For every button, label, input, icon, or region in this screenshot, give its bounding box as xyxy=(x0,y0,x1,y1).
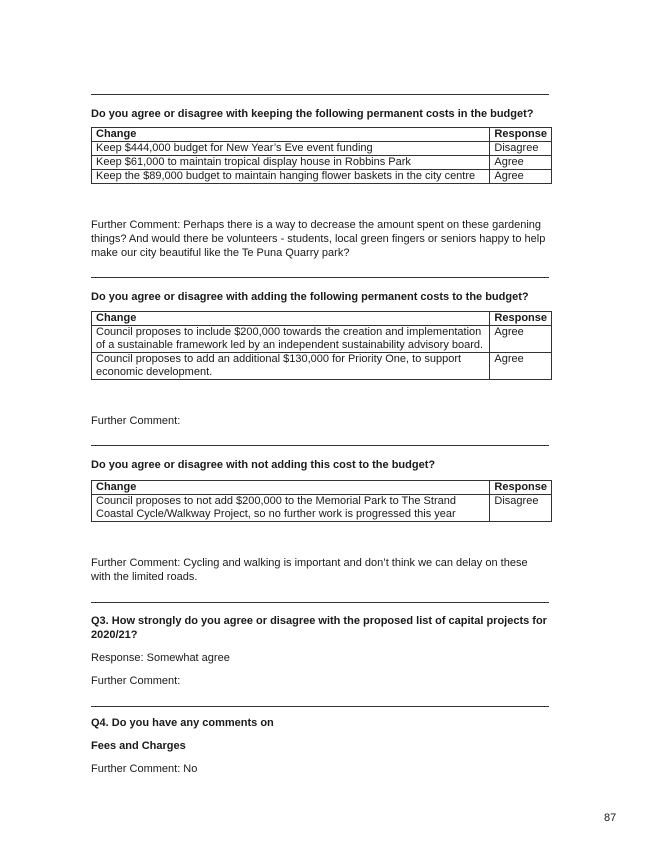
section-divider xyxy=(91,277,549,278)
table-header-row xyxy=(92,481,552,495)
change-header: Change xyxy=(92,481,490,495)
response-header: Response xyxy=(490,312,552,326)
table-row xyxy=(92,170,552,184)
q4-subheading: Fees and Charges xyxy=(91,740,186,752)
page-number: 87 xyxy=(604,812,617,824)
response-header: Response xyxy=(490,481,552,495)
change-cell: Council proposes to add an additional $130,000 for Priority One, to support economic development. xyxy=(92,353,490,380)
response-cell: Agree xyxy=(490,326,552,353)
change-cell: Keep $61,000 to maintain tropical display house in Robbins Park xyxy=(92,156,490,170)
section1-table xyxy=(91,127,552,184)
section2-comment: Further Comment: xyxy=(91,415,181,427)
table-row xyxy=(92,156,552,170)
response-cell: Agree xyxy=(490,170,552,184)
change-cell: Keep $444,000 budget for New Year’s Eve event funding xyxy=(92,142,490,156)
section3-table xyxy=(91,480,552,522)
section-divider xyxy=(91,445,549,446)
response-cell: Disagree xyxy=(490,142,552,156)
response-cell: Agree xyxy=(490,156,552,170)
table-header-row xyxy=(92,128,552,142)
q3-comment: Further Comment: xyxy=(91,675,181,687)
section1-question: Do you agree or disagree with keeping the following permanent costs in the budget? xyxy=(91,108,534,120)
table-header-row xyxy=(92,312,552,326)
section-divider xyxy=(91,94,549,95)
section1-comment: Further Comment: Perhaps there is a way to decrease the amount spent on these gardening things? And would there be volunteers - students, local green fingers or seniors happy to help make our city beautiful like the Te Puna Quarry park? xyxy=(91,219,546,259)
section-divider xyxy=(91,706,549,707)
table-row xyxy=(92,495,552,522)
q3-response: Response: Somewhat agree xyxy=(91,652,230,664)
change-cell: Council proposes to include $200,000 towards the creation and implementation of a sustainable framework led by an independent sustainability advisory board. xyxy=(92,326,490,353)
section-divider xyxy=(91,602,549,603)
table-row xyxy=(92,142,552,156)
change-cell: Keep the $89,000 budget to maintain hanging flower baskets in the city centre xyxy=(92,170,490,184)
response-header: Response xyxy=(490,128,552,142)
q4-comment: Further Comment: No xyxy=(91,763,198,775)
section2-table xyxy=(91,311,552,380)
response-cell: Disagree xyxy=(490,495,552,522)
section2-question: Do you agree or disagree with adding the following permanent costs to the budget? xyxy=(91,291,529,303)
change-header: Change xyxy=(92,312,490,326)
section3-comment: Further Comment: Cycling and walking is important and don’t think we can delay on these with the limited roads. xyxy=(91,557,528,583)
q4-question: Q4. Do you have any comments on xyxy=(91,717,274,729)
table-row xyxy=(92,326,552,353)
table-row xyxy=(92,353,552,380)
change-header: Change xyxy=(92,128,490,142)
q3-question: Q3. How strongly do you agree or disagree with the proposed list of capital projects for 2020/21? xyxy=(91,615,547,641)
section3-question: Do you agree or disagree with not adding this cost to the budget? xyxy=(91,459,436,471)
response-cell: Agree xyxy=(490,353,552,380)
change-cell: Council proposes to not add $200,000 to the Memorial Park to The Strand Coastal Cycle/Walkway Project, so no further work is progressed this year xyxy=(92,495,490,522)
